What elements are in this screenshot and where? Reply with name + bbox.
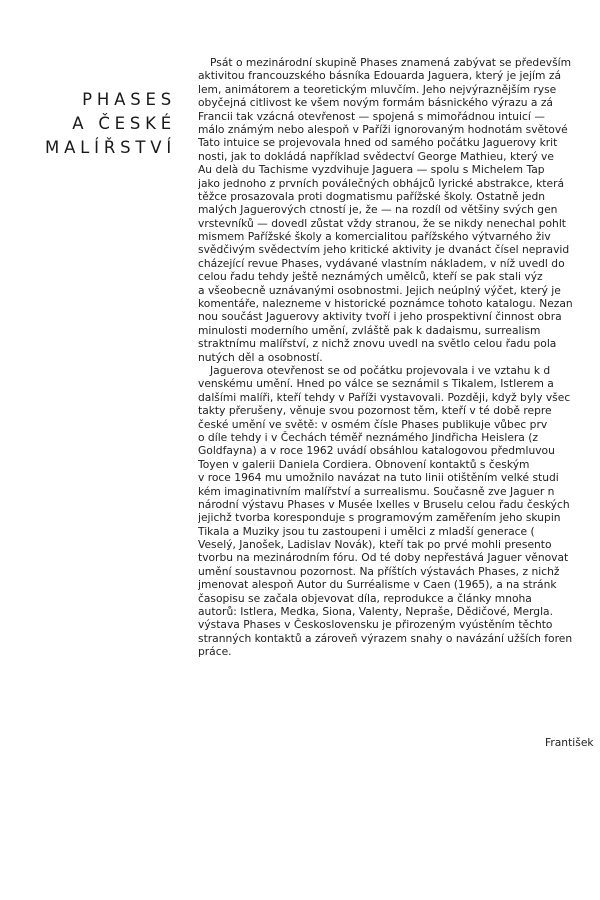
text-line: celou řadu tehdy ještě neznámých umělců, kteří se pak stali výz (198, 270, 543, 284)
text-line: a všeobecně uznávanými osobnostmi. Jejich neúplný výčet, který je (198, 283, 561, 297)
text-line: nutých děl a osobností. (198, 350, 323, 364)
text-line: lem, animátorem a teoretickým mluvčím. Jeho nejvýraznějším ryse (198, 82, 557, 96)
article-body (198, 56, 600, 659)
text-line: minulosti moderního umění, zvláště pak k dadaismu, surrealism (198, 323, 541, 337)
text-line: výstava Phases v Československu je přirozeným vyústěním těchto (198, 618, 553, 632)
text-line: malých Jaguerových ctností je, že — na rozdíl od většiny svých gen (198, 203, 558, 217)
text-line: málo známým nebo alespoň v Paříži ignorovaným hodnotám světové (198, 122, 568, 136)
text-line: Au delà du Tachisme vyzdvihuje Jaguera — spolu s Michelem Tap (198, 163, 545, 177)
text-line: obyčejná citlivost ke všem novým formám básnického výrazu a zá (198, 96, 553, 110)
title-line-1: PHASES (82, 90, 176, 109)
text-line: těžce prosazovala proti dogmatismu pařížské školy. Ostatně jedn (198, 189, 546, 203)
text-line: umění soustavnou pozornost. Na příštích výstavách Phases, z nichž (198, 564, 560, 578)
text-line: vrstevníků — dovedl zůstat vždy stranou, že se nikdy nenechal pohlt (198, 216, 566, 230)
author-signature: František (545, 736, 594, 749)
text-line: kém imaginativním malířství a surrealismu. Současně zve Jaguer n (198, 484, 555, 498)
title-line-2: A ČESKÉ (72, 114, 176, 133)
page-title (30, 88, 176, 160)
text-line: venskému umění. Hned po válce se seznámil s Tikalem, Istlerem a (198, 377, 554, 391)
text-line: stranných kontaktů a zároveň výrazem snahy o navázání užších foren (198, 631, 573, 645)
text-line: tvorbu na mezinárodním fóru. Od té doby nepřestává Jaguer věnovat (198, 551, 569, 565)
text-line: Jaguerova otevřenost se od počátku projevovala i ve vztahu k d (210, 363, 551, 377)
title-line-3: MALÍŘSTVÍ (45, 138, 176, 157)
text-line: Tikala a Muziky jsou tu zastoupeni i umělci z mladší generace ( (198, 524, 535, 538)
text-line: straktnímu malířství, z nichž znovu uvedl na světlo celou řadu pola (198, 337, 557, 351)
text-line: v roce 1964 mu umožnilo navázat na tuto linii otištěním velké studi (198, 471, 559, 485)
text-line: o díle tehdy i v Čechách téměř neznámého Jindřicha Heislera (z (198, 430, 539, 444)
text-line: Tato intuice se projevovala hned od samého počátku Jaguerovy krit (198, 136, 558, 150)
text-line: autorů: Istlera, Medka, Siona, Valenty, Nepraše, Dědičové, Mergla. (198, 605, 554, 619)
text-line: jako jednoho z prvních poválečných obhájců lyrické abstrakce, která (198, 176, 565, 190)
text-line: mismem Pařížské školy a komercialitou pařížského výtvarného živ (198, 230, 551, 244)
text-line: Veselý, Janošek, Ladislav Novák), kteří tak po prvé mohli presento (198, 538, 552, 552)
text-line: nosti, jak to dokládá například svědectví George Mathieu, který ve (198, 149, 554, 163)
text-line: jejichž tvorba koresponduje s programovým zaměřením jeho skupin (198, 511, 561, 525)
text-line: komentáře, nalezneme v historické poznámce tohoto katalogu. Nezan (198, 297, 573, 311)
text-line: časopisu se začala objevovat díla, reprodukce a články mnoha (198, 591, 532, 605)
text-line: takty přerušeny, věnuje svou pozornost těm, kteří v té době repre (198, 404, 552, 418)
text-line: národní výstavu Phases v Musée Ixelles v Bruselu celou řadu českých (198, 497, 570, 511)
text-line: Francii tak vzácná otevřenost — spojená s mimořádnou intuicí — (198, 109, 545, 123)
text-line: Toyen v galerii Daniela Cordiera. Obnovení kontaktů s českým (198, 457, 530, 471)
text-line: české umění ve světě: v osmém čísle Phases publikuje vůbec prv (198, 417, 548, 431)
text-line: práce. (198, 645, 232, 659)
text-line: aktivitou francouzského básníka Edouarda Jaguera, který je jejím zá (198, 69, 561, 83)
text-line: jmenovat alespoň Autor du Surréalisme v Caen (1965), a na stránk (198, 578, 557, 592)
text-line: dalšími malíři, kteří tehdy v Paříži vystavovali. Později, když byly všec (198, 390, 571, 404)
text-line: Psát o mezinárodní skupině Phases znamená zabývat se především (210, 56, 572, 69)
text-line: Goldfayna) a v roce 1962 uvádí obsáhlou katalogovou předmluvou (198, 444, 555, 458)
text-line: nou součást Jaguerovy aktivity tvoří i jeho prospektivní činnost obra (198, 310, 562, 324)
text-line: cházející revue Phases, vydávané vlastním nákladem, v níž uvedl do (198, 256, 565, 270)
text-line: svědčivým svědectvím jeho kritické aktivity je dvanáct čísel nepravid (198, 243, 570, 257)
